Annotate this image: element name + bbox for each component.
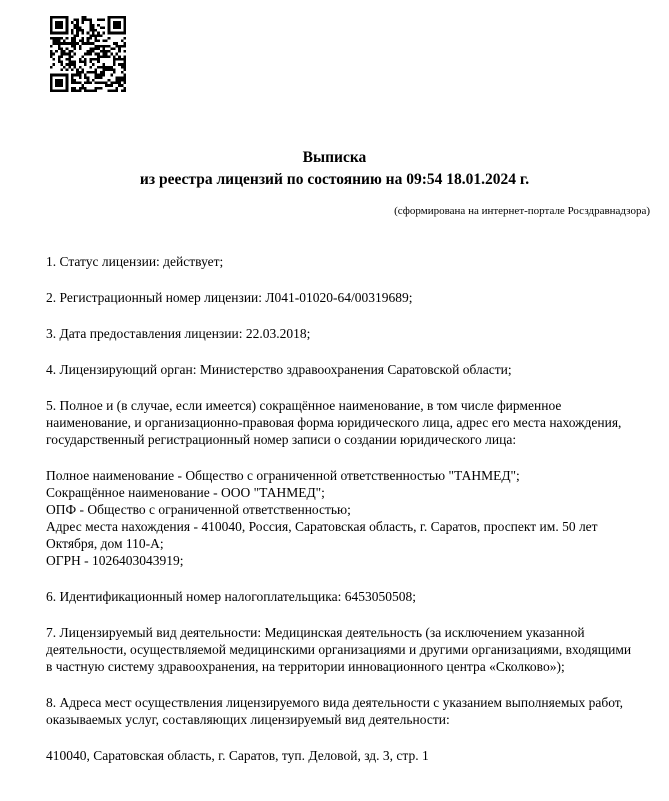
document-title [0,147,669,191]
paragraph-inn: 6. Идентификационный номер налогоплательщика: 6453050508; [46,589,416,604]
paragraph-grant-date: 3. Дата предоставления лицензии: 22.03.2018; [46,326,311,341]
title-line-1: Выписка [302,149,367,166]
paragraph-org-info-intro: 5. Полное и (в случае, если имеется) сокращённое наименование, в том числе фирменное наименование, и организационно-правовая форма юридического лица, адрес его места нахождения, государственный регистрационный номер записи о создании юридического лица: [46,398,622,447]
paragraph-license-status: 1. Статус лицензии: действует; [46,254,224,269]
org-legal-form: ОПФ - Общество с ограниченной ответственностью; [46,502,351,517]
org-details-block [46,467,634,569]
paragraph-licensing-authority: 4. Лицензирующий орган: Министерство здравоохранения Саратовской области; [46,362,512,377]
org-address: Адрес места нахождения - 410040, Россия, Саратовская область, г. Саратов, проспект им. 50 лет Октября, дом 110-А; [46,519,598,551]
qr-code-image [50,16,126,92]
qr-code-icon [50,16,126,92]
org-full-name: Полное наименование - Общество с ограниченной ответственностью "ТАНМЕД"; [46,468,520,483]
paragraph-registration-number: 2. Регистрационный номер лицензии: Л041-01020-64/00319689; [46,290,413,305]
paragraph-activity-addresses-intro: 8. Адреса мест осуществления лицензируемого вида деятельности с указанием выполняемых работ, оказываемых услуг, составляющих лицензируемый вид деятельности: [46,695,624,727]
paragraph-activity-address: 410040, Саратовская область, г. Саратов, туп. Деловой, зд. 3, стр. 1 [46,748,429,763]
org-short-name: Сокращённое наименование - ООО "ТАНМЕД"; [46,485,325,500]
org-ogrn: ОГРН - 1026403043919; [46,553,184,568]
title-line-2: из реестра лицензий по состоянию на 09:54 18.01.2024 г. [139,171,530,188]
document-body [46,253,634,764]
paragraph-activity-type: 7. Лицензируемый вид деятельности: Медицинская деятельность (за исключением указанной деятельности, осуществляемой медицинскими организациями и другими организациями, входящими в частную систему здравоохранения, на территории инновационного центра «Сколково»); [46,625,632,674]
document-subtitle: (сформирована на интернет-портале Росздравнадзора) [394,205,650,217]
